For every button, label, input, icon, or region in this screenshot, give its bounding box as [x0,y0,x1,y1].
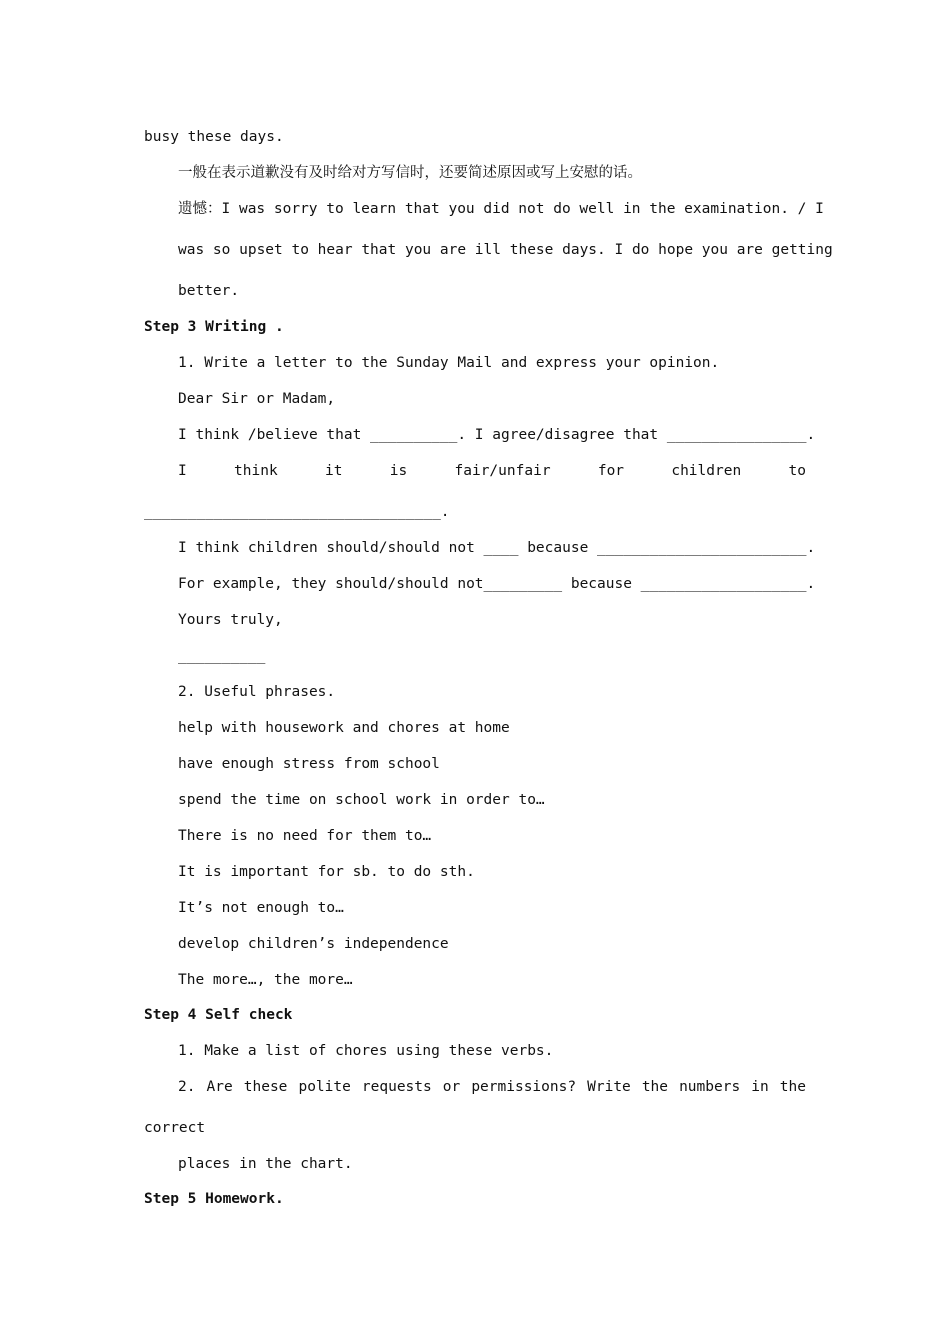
word: the [779,1079,806,1095]
step4-item2-cont: places in the chart. [178,1156,353,1172]
word: in [751,1079,769,1095]
word: think [234,463,278,479]
step4-item1: 1. Make a list of chores using these verbs. [178,1043,554,1059]
chinese-note: 一般在表示道歉没有及时给对方写信时，还要简述原因或写上安慰的话。 [178,165,642,181]
word: is [389,463,408,479]
word: it [324,463,343,479]
text-line: busy these days. [144,129,284,145]
word: for [597,463,625,479]
word: requests [361,1079,432,1095]
regret-line-1 [178,200,824,218]
phrase-item: spend the time on school work in order to… [178,792,545,808]
word: I [178,463,187,479]
word: 2. [178,1079,196,1095]
signature-blank: __________ [178,648,266,664]
word: permissions? [471,1079,577,1095]
regret-label: 遗憾： [178,201,222,217]
phrase-item: There is no need for them to… [178,828,432,844]
step4-heading: Step 4 Self check [144,1007,293,1023]
phrase-item: develop children’s independence [178,936,449,952]
letter-line-example: For example, they should/should not_________ because ___________________. [178,576,816,592]
letter-greeting: Dear Sir or Madam, [178,391,336,407]
phrase-item: It is important for sb. to do sth. [178,864,475,880]
word: fair/unfair [454,463,551,479]
word: polite [298,1079,351,1095]
regret-text-1: I was sorry to learn that you did not do well in the examination. / I [221,201,824,217]
letter-line-think: I think /believe that __________. I agree/disagree that ________________. [178,427,816,443]
step3-item1: 1. Write a letter to the Sunday Mail and express your opinion. [178,355,720,371]
step5-heading: Step 5 Homework. [144,1191,284,1207]
phrase-item: It’s not enough to… [178,900,344,916]
word: the [641,1079,669,1095]
phrase-item: have enough stress from school [178,756,440,772]
phrase-item: help with housework and chores at home [178,720,510,736]
letter-closing: Yours truly, [178,612,283,628]
word: children [671,463,742,479]
word: numbers [679,1079,741,1095]
step4-item2-line [178,1078,806,1096]
step4-item2-wrap: correct [144,1120,206,1136]
fair-blank: __________________________________. [144,504,450,520]
word: Are [206,1079,233,1095]
regret-line-2: was so upset to hear that you are ill these days. I do hope you are getting [178,242,833,258]
letter-line-fair [178,462,806,480]
step3-item2: 2. Useful phrases. [178,684,336,700]
regret-line-3: better. [178,283,240,299]
word: to [788,463,806,479]
step3-heading: Step 3 Writing . [144,319,284,335]
word: or [442,1079,461,1095]
word: these [243,1079,288,1095]
phrase-item: The more…, the more… [178,972,353,988]
word: Write [587,1079,631,1095]
letter-line-should: I think children should/should not ____ because ________________________. [178,540,816,556]
